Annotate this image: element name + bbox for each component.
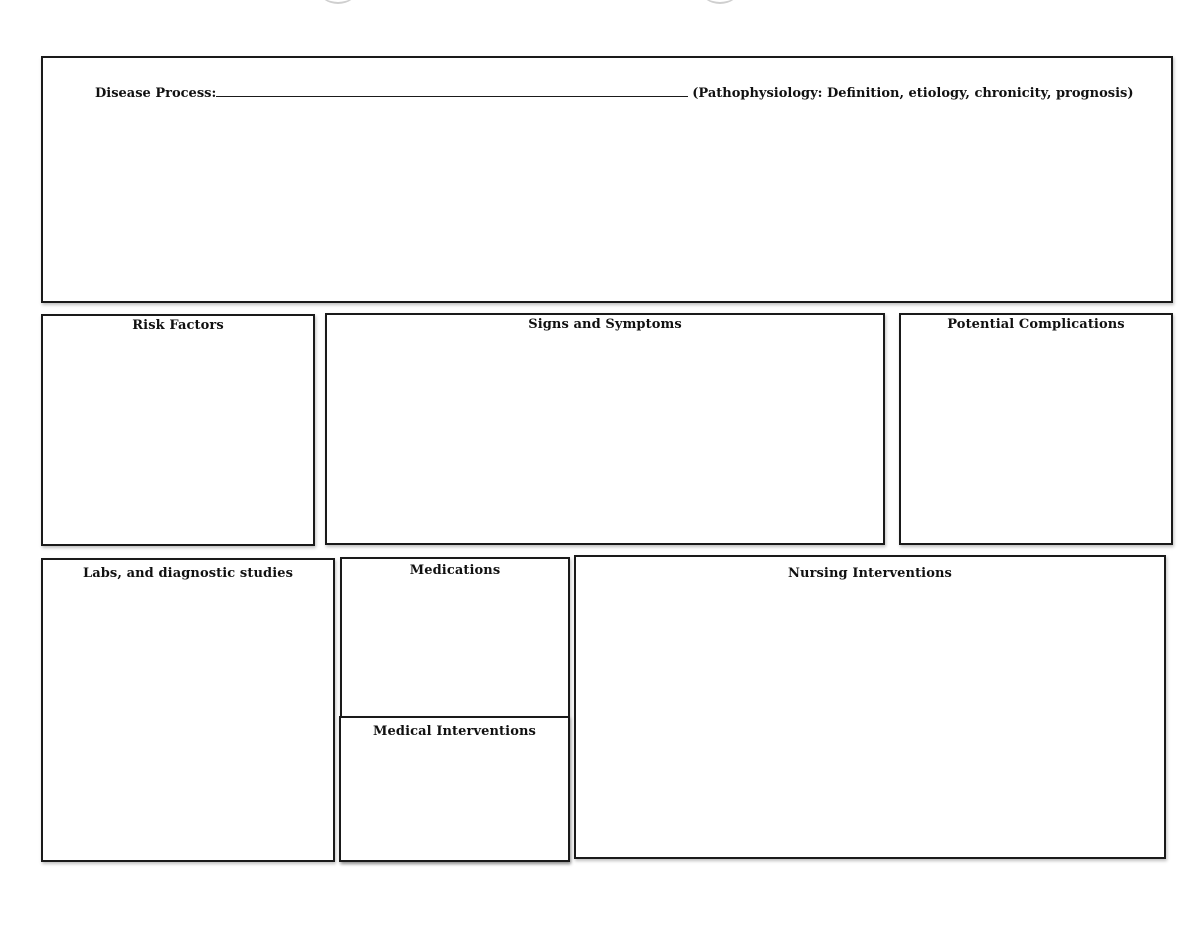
medical-interventions-box[interactable] — [339, 716, 570, 862]
nursing-interventions-box[interactable] — [574, 555, 1166, 859]
disease-process-heading — [95, 84, 1134, 101]
signs-symptoms-title: Signs and Symptoms — [528, 317, 682, 332]
nursing-interventions-title: Nursing Interventions — [788, 566, 952, 581]
labs-title: Labs, and diagnostic studies — [82, 566, 294, 581]
disease-process-box[interactable] — [41, 56, 1173, 303]
top-edge-remnant-left — [318, 0, 358, 4]
disease-process-hint: (Pathophysiology: Definition, etiology, chronicity, prognosis) — [692, 86, 1134, 101]
potential-complications-title: Potential Complications — [947, 317, 1125, 332]
risk-factors-title: Risk Factors — [132, 318, 224, 333]
potential-complications-box[interactable] — [899, 313, 1173, 545]
medications-title: Medications — [409, 563, 501, 578]
signs-symptoms-box[interactable] — [325, 313, 885, 545]
top-edge-remnant-right — [700, 0, 740, 4]
medical-interventions-title: Medical Interventions — [373, 724, 536, 739]
labs-box[interactable] — [41, 558, 335, 862]
disease-process-label: Disease Process: — [95, 86, 217, 101]
risk-factors-box[interactable] — [41, 314, 315, 546]
disease-process-blank-line[interactable] — [216, 84, 688, 97]
